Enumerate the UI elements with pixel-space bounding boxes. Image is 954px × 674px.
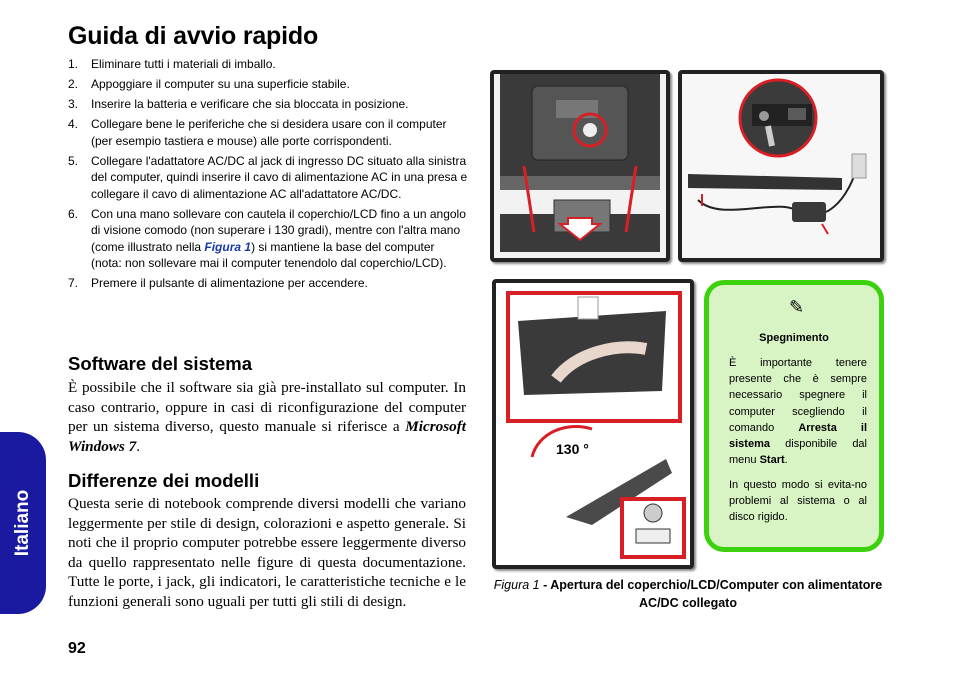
step-number: 6.: [68, 206, 79, 221]
battery-illustration: [494, 74, 666, 258]
step-text: Inserire la batteria e verificare che sia bloccata in posizione.: [91, 97, 409, 111]
software-paragraph: È possibile che il software sia già pre-installato sul computer. In caso contrario, oppure in casi di riconfigurazione del computer per un sistema diverso, questo manuale si riferisce a Microsoft Windows 7.: [68, 379, 466, 455]
page-number: 92: [68, 640, 86, 657]
models-paragraph: Questa serie di notebook comprende diversi modelli che variano leggermente per stile di design, colorazioni e aspetto generale. Si noti che il proprio computer potrebbe essere leggermente diverso da quello rappresentato nelle figure di questa documentazione. Tutte le porte, i jack, gli indicatori, le caratteristiche tecniche e le funzioni generali sono uguali per tutti gli stili di design.: [68, 495, 466, 610]
step-number: 7.: [68, 276, 79, 290]
list-item: [68, 153, 468, 203]
page-title: Guida di avvio rapido: [68, 22, 319, 50]
language-tab-label: Italiano: [12, 489, 33, 557]
figure-link[interactable]: Figura 1: [204, 239, 252, 254]
note-paragraph: È importante tenere presente che è sempre necessario spegnere il computer scegliendo il comando Arresta il sistema disponibile dal menu Start.: [729, 357, 867, 467]
adapter-illustration: [682, 74, 880, 258]
step-number: 1.: [68, 57, 79, 71]
section-heading-software: Software del sistema: [68, 353, 253, 374]
step-number: 4.: [68, 117, 79, 131]
note-paragraph: In questo modo si evita-no problemi al sistema o al disco rigido.: [729, 479, 867, 524]
open-lid-photo: [492, 279, 694, 569]
list-item: [68, 116, 468, 149]
list-item: [68, 96, 468, 113]
battery-photo: [490, 70, 670, 262]
step-text: Premere il pulsante di alimentazione per accendere.: [91, 276, 368, 290]
figure-caption: [492, 576, 884, 612]
pencil-icon: ✎: [789, 297, 805, 317]
step-text: Appoggiare il computer su una superficie stabile.: [91, 77, 350, 91]
note-title: Spegnimento: [759, 332, 829, 344]
adapter-photo: [678, 70, 884, 262]
note-box: [704, 280, 884, 552]
angle-label: 130 °: [556, 441, 589, 457]
section-heading-models: Differenze dei modelli: [68, 470, 260, 491]
step-text: Collegare l'adattatore AC/DC al jack di ingresso DC situato alla sinistra del computer, quindi inserire il cavo di alimentazione AC in una presa e collegare il cavo di alimentazione AC all'adattatore AC/DC.: [91, 153, 468, 201]
language-tab: [0, 432, 46, 614]
list-item: [68, 275, 468, 292]
steps-list: [68, 56, 468, 295]
caption-prefix: Figura 1: [493, 578, 540, 592]
step-text: Collegare bene le periferiche che si desidera usare con il computer (per esempio tastiera e mouse) alle porte corrispondenti.: [91, 117, 447, 148]
list-item: [68, 206, 468, 272]
open-lid-illustration: [496, 283, 690, 565]
step-number: 3.: [68, 97, 79, 111]
step-number: 5.: [68, 153, 79, 168]
software-os-name: Microsoft Windows 7: [68, 418, 466, 455]
step-text: Eliminare tutti i materiali di imballo.: [91, 57, 276, 71]
caption-text: - Apertura del coperchio/LCD/Computer con alimentatore AC/DC collegato: [539, 578, 883, 610]
step-text: Con una mano sollevare con cautela il coperchio/LCD fino a un angolo di visione comodo (non superare i 130 gradi), mentre con l'altra mano (come illustrato nella: [91, 206, 466, 254]
step-text: ) si mantiene la base del computer (nota: non sollevare mai il computer tenendolo dal coperchio/LCD).: [91, 239, 447, 270]
list-item: [68, 56, 468, 73]
step-number: 2.: [68, 77, 79, 91]
list-item: [68, 76, 468, 93]
